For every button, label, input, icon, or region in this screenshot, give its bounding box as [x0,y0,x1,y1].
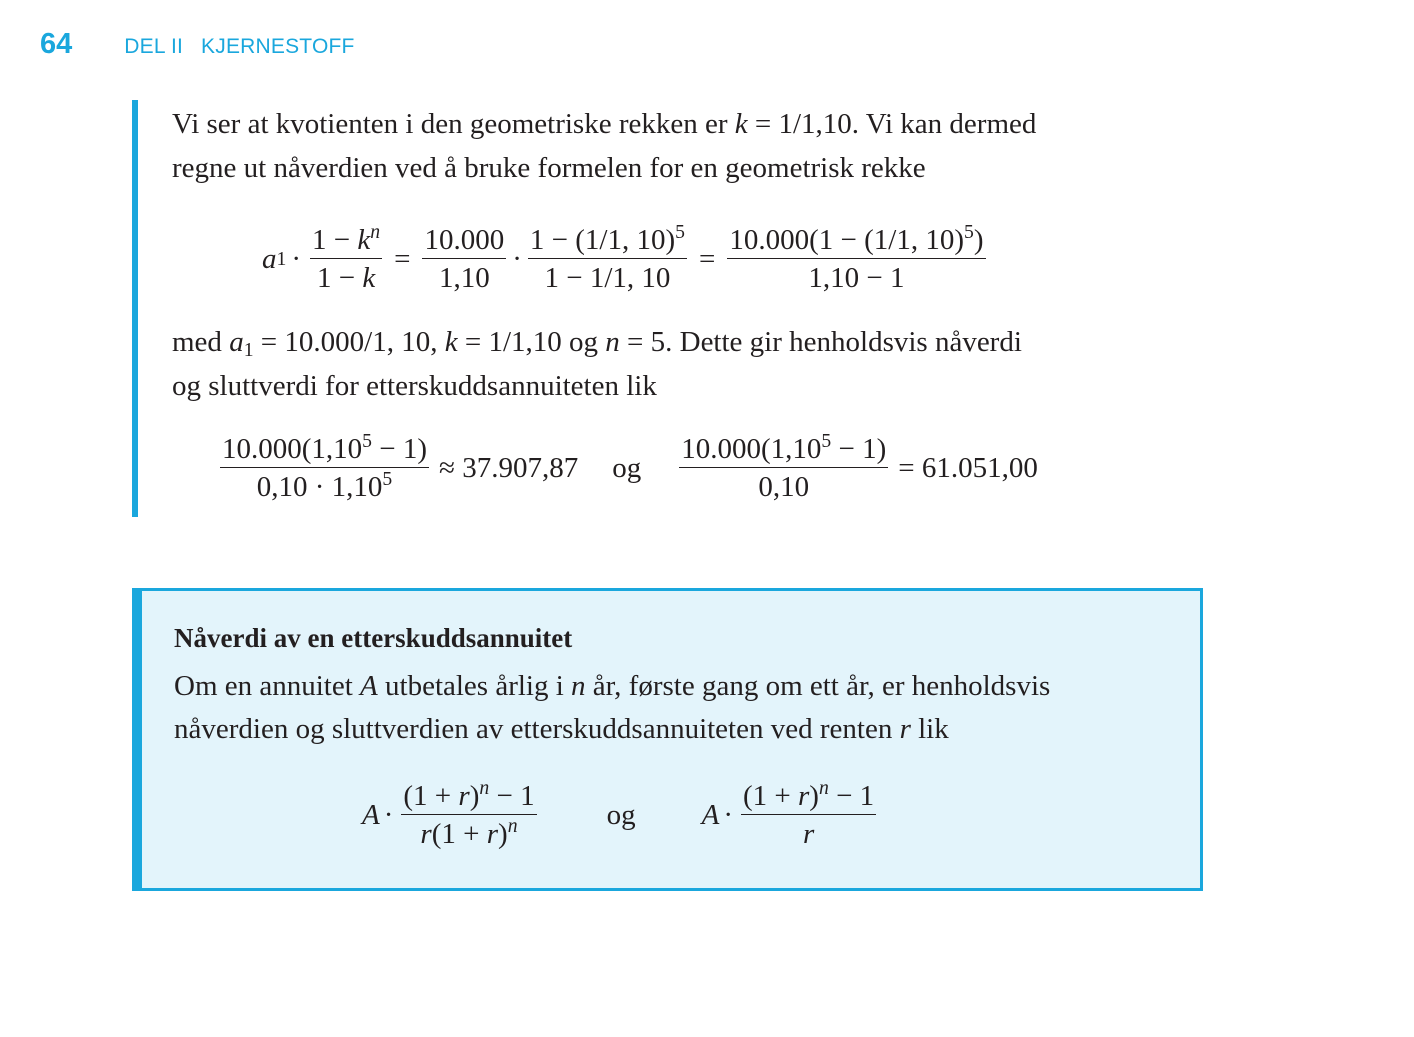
page-number: 64 [40,28,73,60]
present-value-result: ≈ 37.907,87 [439,451,579,484]
annuity-values-equation [216,432,1038,504]
fraction-series-formula: $\frac{1 - k^n}{1 - k}$ [312,221,381,294]
fraction-simplified: $\frac{10.000(1 - (1/1, 10)^5)}{1,10 - 1}$ [729,221,984,294]
box-title: Nåverdi av en etterskuddsannuitet [174,623,573,653]
box-text-line-1: Om en annuitet A utbetales årlig i n år, første gang om ett år, er henholdsvis [174,670,1051,702]
example-paragraph-3: med $a_1 = 10.000/1$, 10, k = 1/1,10 og n = 5. Dette gir henholdsvis nåverdi [172,326,1022,361]
annuity-formula: A · $\frac{(1 + r)^n - 1}{r(1 + r)^n}$ og A · $\frac{(1 + r)^n - 1}{r}$ [362,777,875,850]
chapter-label: KJERNESTOFF [201,35,355,58]
fraction-present-value-formula: $\frac{(1 + r)^n - 1}{r(1 + r)^n}$ [403,777,535,850]
example-paragraph-4: og sluttverdi for etterskuddsannuiteten lik [172,370,657,402]
example-paragraph-1: Vi ser at kvotienten i den geometriske rekken er k = 1/1,10. Vi kan dermed [172,108,1037,140]
example-paragraph-2: regne ut nåverdien ved å bruke formelen for en geometrisk rekke [172,152,926,184]
fraction-sum-factor: $\frac{1 - (1/1, 10)^5}{1 - 1/1, 10}$ [529,221,685,294]
example-section [132,100,1218,517]
fraction-present-value: $\frac{10.000(1,10^5 - 1)}{0,10 \cdot 1,10^5}$ [222,430,428,503]
running-head [124,35,354,59]
geometric-series-equation: a 1 · $\frac{1 - k^n}{1 - k}$ = $\frac{10.000}{1,10}$ · $\frac{1 - (1/1, 10)^5}{1 - 1/1, 10}$ = $\frac{10.000(1 - (1/1, 10)^5)}{1,10 - 1}$ [262,221,984,294]
part-label: DEL II [124,35,184,58]
og-conjunction: og [606,798,636,831]
definition-box [132,588,1203,891]
og-conjunction: og [612,451,642,484]
fraction-first-term: $\frac{10.000}{1,10}$ [424,224,505,294]
fraction-future-value-formula: $\frac{(1 + r)^n - 1}{r}$ [742,777,875,850]
fraction-future-value: $\frac{10.000(1,10^5 - 1)}{0,10}$ [681,430,887,503]
box-text-line-2: nåverdien og sluttverdien av etterskuddsannuiteten ved renten r lik [174,713,949,745]
page-header [40,28,355,68]
future-value-result: = 61.051,00 [898,451,1038,484]
